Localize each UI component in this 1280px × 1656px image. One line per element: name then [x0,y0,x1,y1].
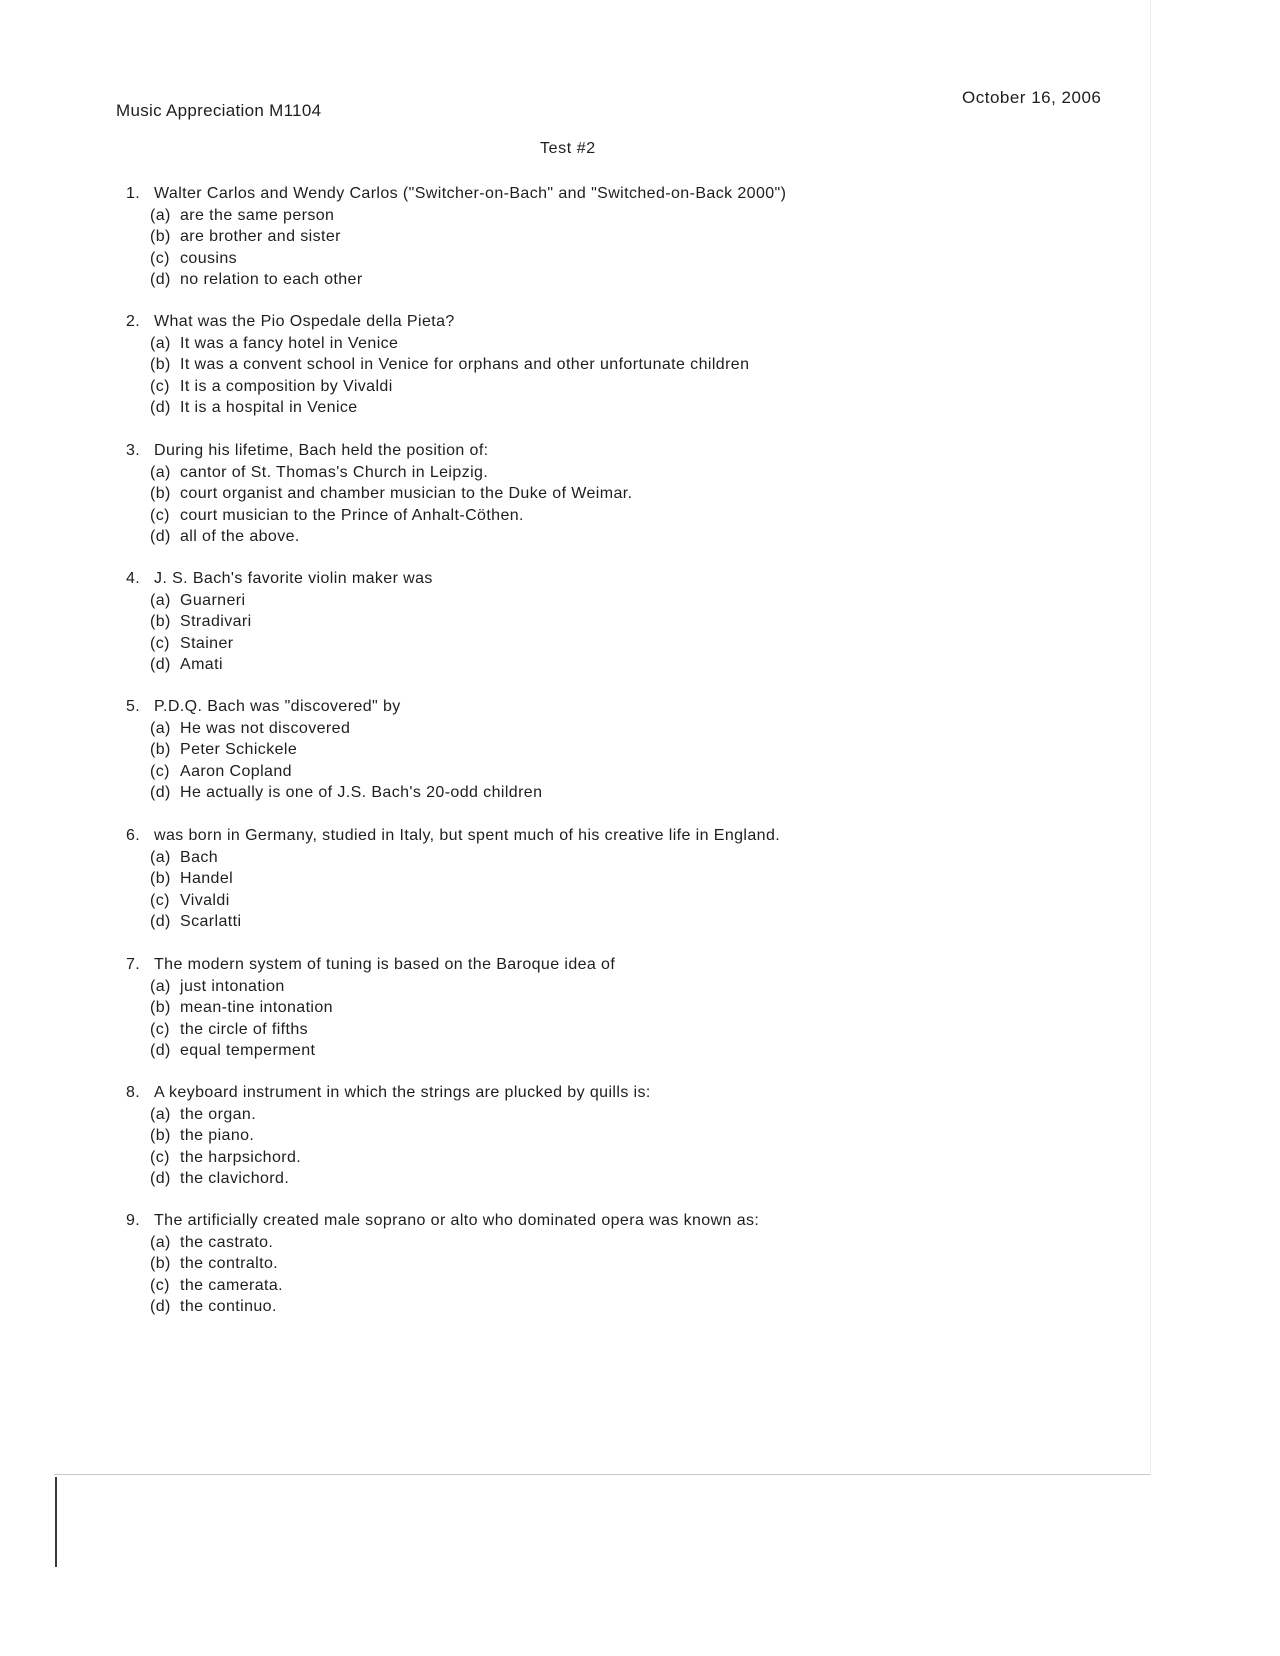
option-b [150,226,786,248]
option-d [150,526,632,548]
question-9 [126,1210,759,1318]
question-2 [126,311,749,419]
option-text: the harpsichord. [180,1148,302,1166]
question-stem: During his lifetime, Bach held the position of: [154,442,489,459]
option-c [150,1019,615,1041]
option-letter: (b) [150,741,171,758]
option-text: court organist and chamber musician to the Duke of Weimar. [180,485,633,502]
question-3 [126,440,632,548]
option-letter: (d) [150,913,171,930]
option-d [150,782,542,804]
option-text: equal temperment [180,1042,316,1059]
option-letter: (b) [150,870,171,887]
option-letter: (d) [150,271,171,288]
option-letter: (d) [150,1042,171,1059]
question-number: 5. [126,698,141,715]
option-letter: (a) [150,334,171,352]
question-stem: was born in Germany, studied in Italy, but spent much of his creative life in England. [154,827,781,844]
question-number: 6. [126,827,141,844]
question-1 [126,183,786,291]
option-letter: (b) [150,999,171,1016]
option-text: the contralto. [180,1255,279,1272]
question-number: 7. [126,956,141,973]
option-list [126,205,786,291]
option-b [150,1125,651,1147]
option-d [150,1168,651,1190]
option-letter: (a) [150,977,171,995]
option-letter: (d) [150,399,171,416]
option-text: Peter Schickele [180,741,298,758]
option-text: the camerata. [180,1276,284,1294]
question-4 [126,568,433,676]
option-letter: (a) [150,1105,171,1123]
option-b [150,739,542,761]
scan-edge [1150,0,1151,1475]
question-stem: A keyboard instrument in which the strings are plucked by quills is: [154,1084,651,1101]
option-a [150,333,749,355]
option-text: It was a fancy hotel in Venice [180,334,399,352]
option-letter: (a) [150,591,171,609]
option-letter: (a) [150,719,171,737]
course-name: Music Appreciation M1104 [116,101,322,120]
option-a [150,718,542,740]
option-letter: (a) [150,848,171,866]
option-text: He was not discovered [180,719,351,737]
option-letter: (a) [150,206,171,224]
scan-edge-mark [55,1477,57,1567]
option-text: the circle of fifths [180,1020,309,1038]
page-title: Test #2 [540,140,596,157]
question-number: 1. [126,185,141,202]
option-text: the piano. [180,1127,255,1144]
option-a [150,1104,651,1126]
option-text: Scarlatti [180,913,242,930]
option-text: Vivaldi [180,891,230,909]
option-letter: (c) [150,634,170,652]
option-c [150,1147,651,1169]
option-letter: (c) [150,891,170,909]
option-d [150,911,780,933]
option-list [126,1104,651,1190]
question-stem: Walter Carlos and Wendy Carlos ("Switcher-on-Bach" and "Switched-on-Back 2000") [154,185,787,202]
option-text: Amati [180,656,223,673]
question-6 [126,825,780,933]
question-7 [126,954,615,1062]
question-number: 4. [126,570,141,587]
option-list [126,590,433,676]
option-letter: (c) [150,249,170,267]
option-c [150,248,786,270]
option-text: cantor of St. Thomas's Church in Leipzig. [180,463,489,481]
option-a [150,462,632,484]
test-date: October 16, 2006 [962,88,1102,107]
question-number: 9. [126,1212,141,1229]
option-a [150,976,615,998]
question-5 [126,696,542,804]
option-letter: (c) [150,1276,170,1294]
option-c [150,376,749,398]
option-b [150,611,433,633]
option-letter: (d) [150,1170,171,1187]
option-text: It is a hospital in Venice [180,399,358,416]
option-a [150,1232,759,1254]
option-a [150,590,433,612]
question-number: 2. [126,313,141,330]
option-text: the castrato. [180,1233,274,1251]
option-text: mean-tine intonation [180,999,333,1016]
option-b [150,1253,759,1275]
option-text: It was a convent school in Venice for orphans and other unfortunate children [180,356,750,373]
option-letter: (c) [150,1020,170,1038]
question-stem: The modern system of tuning is based on the Baroque idea of [154,956,616,973]
option-b [150,868,780,890]
option-text: the continuo. [180,1298,277,1315]
option-b [150,354,749,376]
option-letter: (c) [150,762,170,780]
option-list [126,976,615,1062]
option-c [150,1275,759,1297]
option-text: no relation to each other [180,271,363,288]
option-letter: (d) [150,656,171,673]
option-text: the organ. [180,1105,257,1123]
option-text: He actually is one of J.S. Bach's 20-odd children [180,784,543,801]
option-letter: (a) [150,463,171,481]
option-text: Handel [180,870,234,887]
option-letter: (c) [150,1148,170,1166]
option-b [150,997,615,1019]
question-stem: What was the Pio Ospedale della Pieta? [154,313,455,330]
option-d [150,654,433,676]
scan-divider [54,1474,1150,1475]
option-letter: (b) [150,613,171,630]
option-text: Bach [180,848,219,866]
question-number: 8. [126,1084,141,1101]
option-list [126,333,749,419]
option-text: just intonation [180,977,285,995]
question-stem: P.D.Q. Bach was "discovered" by [154,698,401,715]
option-letter: (c) [150,377,170,395]
option-text: Stradivari [180,613,252,630]
option-letter: (b) [150,1255,171,1272]
option-text: cousins [180,249,238,267]
option-text: Guarneri [180,591,246,609]
question-stem: J. S. Bach's favorite violin maker was [154,570,433,587]
question-8 [126,1082,651,1190]
option-letter: (b) [150,1127,171,1144]
option-c [150,890,780,912]
option-letter: (d) [150,784,171,801]
option-list [126,1232,759,1318]
option-d [150,397,749,419]
option-text: all of the above. [180,528,300,545]
option-text: Aaron Copland [180,762,292,780]
option-text: Stainer [180,634,234,652]
option-c [150,505,632,527]
option-letter: (b) [150,356,171,373]
option-list [126,718,542,804]
option-text: court musician to the Prince of Anhalt-Cöthen. [180,506,524,524]
option-text: are the same person [180,206,335,224]
option-letter: (d) [150,1298,171,1315]
option-letter: (b) [150,485,171,502]
option-letter: (d) [150,528,171,545]
option-letter: (c) [150,506,170,524]
option-letter: (a) [150,1233,171,1251]
option-d [150,1040,615,1062]
option-d [150,269,786,291]
option-a [150,847,780,869]
option-list [126,847,780,933]
option-c [150,761,542,783]
option-letter: (b) [150,228,171,245]
option-text: the clavichord. [180,1170,290,1187]
option-text: It is a composition by Vivaldi [180,377,393,395]
option-b [150,483,632,505]
option-a [150,205,786,227]
option-c [150,633,433,655]
option-list [126,462,632,548]
question-stem: The artificially created male soprano or alto who dominated opera was known as: [154,1212,760,1229]
option-d [150,1296,759,1318]
option-text: are brother and sister [180,228,341,245]
question-number: 3. [126,442,141,459]
